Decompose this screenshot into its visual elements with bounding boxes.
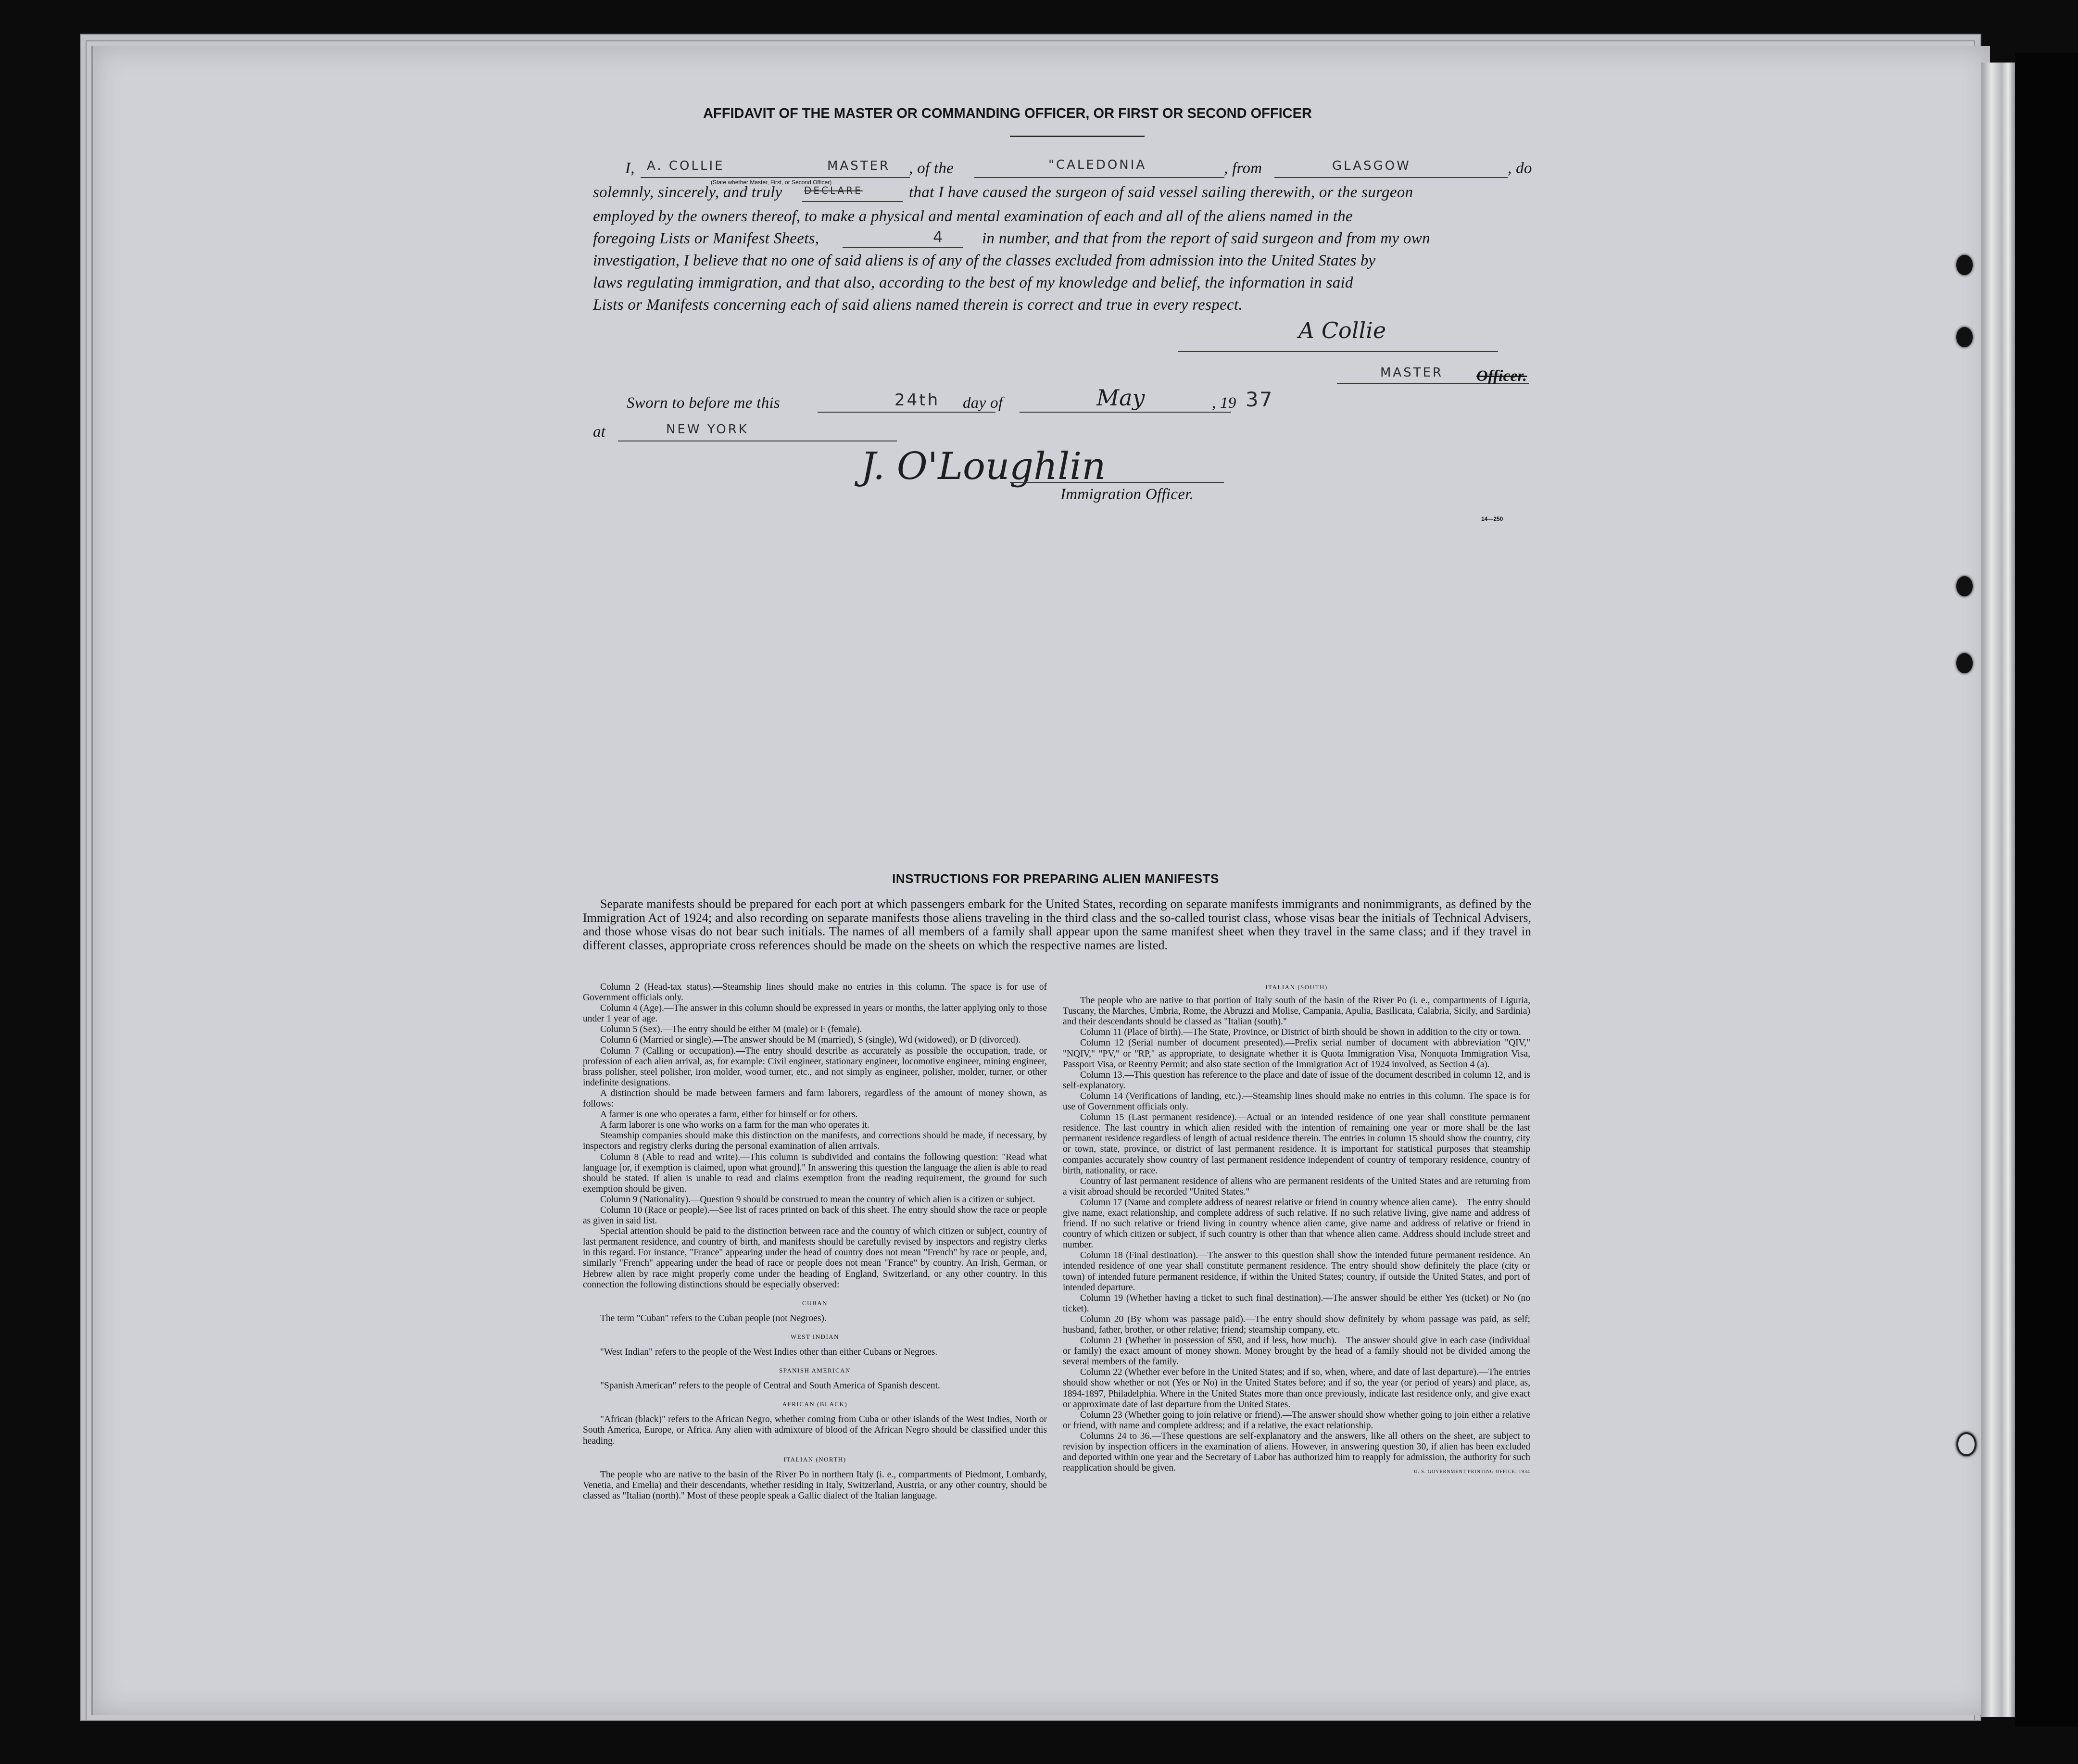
instruction-paragraph: Column 21 (Whether in possession of $50, and if less, how much).—The answer should give in each case (individual or family) the exact amount of money shown. Money brought by the head of a family should not be divided among the several members of the family.: [1063, 1336, 1530, 1367]
binder-hole: [1956, 255, 1973, 275]
instruction-paragraph: Steamship companies should make this distinction on the manifests, and corrections should be made, if necessary, by inspectors and registry clerks during the personal examination of alien arrivals.: [583, 1131, 1047, 1152]
sheets-count: 4: [933, 228, 945, 246]
affidavit-line: in number, and that from the report of said surgeon and from my own: [982, 230, 1430, 247]
section-heading: SPANISH AMERICAN: [779, 1367, 851, 1374]
instruction-paragraph: Column 12 (Serial number of document presented).—Prefix serial number of document with abbreviation "QIV," "NQIV," "PV," or "RP," as appropriate, to designate whether it is Quota Immigration Visa, Nonquota Immigration Visa, Passport Visa, or Reentry Permit; and also state section of the Immigration Act of 1924 involved, as Section 4 (a).: [1063, 1038, 1530, 1070]
officer-title: Immigration Officer.: [1060, 486, 1194, 503]
year-prefix: , 19: [1212, 394, 1236, 412]
officer-signature-line: [1010, 466, 1224, 483]
binder-hole: [1956, 576, 1973, 596]
instruction-paragraph: A distinction should be made between farmers and farm laborers, regardless of the amount of money shown, as follows:: [583, 1088, 1047, 1109]
instruction-paragraph: Column 5 (Sex).—The entry should be either M (male) or F (female).: [600, 1024, 862, 1035]
instruction-paragraph: Column 17 (Name and complete address of nearest relative or friend in country whence alien came).—The entry should give name, exact relationship, and complete address of such relative. If no such relative living, give name and address of friend. If no such relative or friend living in country whence alien came, give name and address of relative or friend in country of which citizen or subject, if such country is other than that whence alien came. Address should include street and number.: [1063, 1197, 1530, 1250]
instructions-left-column: [583, 982, 1047, 1501]
instruction-paragraph: Column 6 (Married or single).—The answer should be M (married), S (single), Wd (widowed), or D (divorced).: [600, 1035, 1021, 1046]
signature-rank: MASTER: [1380, 365, 1444, 380]
instruction-paragraph: Column 22 (Whether ever before in the United States; and if so, when, where, and date of last departure).—The entries should show whether or not (Yes or No) in the United States before; and if so, the year (or period of years) and place, as, 1894-1897, Philadelphia. Where in the United States more than once previously, indicate last residence only, and give exact or approximate date of last departure from the United States.: [1063, 1367, 1530, 1410]
affidavit-line: foregoing Lists or Manifest Sheets,: [593, 230, 819, 247]
title-rule: [1010, 136, 1145, 137]
officer-struck: Officer.: [1476, 367, 1527, 385]
instruction-paragraph: Column 20 (By whom was passage paid).—The entry should show definitely by whom passage was paid, as self; husband, father, brother, or other relative; friend; steamship company, etc.: [1063, 1314, 1530, 1335]
instruction-paragraph: Column 2 (Head-tax status).—Steamship lines should make no entries in this column. The space is for use of Government officials only.: [583, 982, 1047, 1003]
officer-signature: J. O'Loughlin: [861, 445, 1106, 488]
affidavit-line: laws regulating immigration, and that also, according to the best of my knowledge and belief, the information in said: [593, 274, 1353, 291]
section-heading: ITALIAN (NORTH): [783, 1455, 846, 1463]
sheets-field: [843, 234, 963, 248]
instruction-paragraph: A farm laborer is one who works on a farm for the man who operates it.: [600, 1120, 869, 1131]
instruction-paragraph: Column 8 (Able to read and write).—This column is subdivided and contains the following question: "Read what language [or, if exemption is claimed, upon what ground]." In answering this question the language the alien is able to read should be stated. If alien is unable to read and claims exemption from the reading requirement, the ground for such exemption should be given.: [583, 1152, 1047, 1194]
instruction-paragraph: Column 10 (Race or people).—See list of races printed on back of this sheet. The entry should show the race or people as given in said list.: [583, 1205, 1047, 1226]
at-label: at: [593, 423, 606, 441]
day-of-label: day of: [963, 394, 1003, 412]
instruction-paragraph: "Spanish American" refers to the people of Central and South America of Spanish descent.: [600, 1381, 940, 1391]
declare-word: DECLARE: [804, 185, 863, 196]
instruction-paragraph: Column 18 (Final destination).—The answer to this question shall show the intended future permanent residence. An intended residence of one year shall constitute permanent residence. The entry should show definitely the place (city or town) of intended future permanent residence, if within the United States; country, if outside the United States, and port of intended departure.: [1063, 1250, 1530, 1293]
do-label: , do: [1508, 160, 1532, 177]
affidavit-line: solemnly, sincerely, and truly: [593, 184, 782, 201]
of-the-label: , of the: [909, 160, 954, 177]
sworn-year: 37: [1246, 388, 1273, 411]
binder-hole: [1956, 653, 1973, 673]
instruction-paragraph: Columns 24 to 36.—These questions are self-explanatory and the answers, like all others on the sheet, are subject to revision by inspection officers in the examination of aliens. However, in answering question 30, if alien has been excluded and deported within one year and the Secretary of Labor has authorized him to reapply for admission, the authority for such reapplication should be given.: [1063, 1431, 1530, 1474]
instruction-paragraph: Special attention should be paid to the distinction between race and the country of which citizen or subject, country of last permanent residence, and country of birth, and manifests should be carefully revised by inspectors and registry clerks in this regard. For instance, "France" appearing under the head of country does not mean "French" by race or people, and, similarly "French" appearing under the head of race or people does not mean "France" by country. An Irish, German, or Hebrew alien by race might properly come under the heading of England, Switzerland, or any other country. In this connection the following distinctions should be especially observed:: [583, 1226, 1047, 1290]
at-place-field: [618, 426, 897, 441]
instruction-paragraph: Country of last permanent residence of aliens who are permanent residents of the United States and are returning from a visit abroad should be recorded "United States.": [1063, 1176, 1530, 1197]
affidavit-title: AFFIDAVIT OF THE MASTER OR COMMANDING OFFICER, OR FIRST OR SECOND OFFICER: [703, 106, 1312, 121]
rank-note: (State whether Master, First, or Second Officer): [711, 179, 832, 186]
affidavit-line: employed by the owners thereof, to make a physical and mental examination of each and all of the aliens named in the: [593, 208, 1353, 225]
port-name: GLASGOW: [1332, 159, 1411, 173]
master-signature: A Collie: [1298, 317, 1386, 343]
section-heading: AFRICAN (BLACK): [782, 1400, 848, 1408]
instruction-paragraph: Column 11 (Place of birth).—The State, Province, or District of birth should be shown in addition to the city or town.: [1080, 1027, 1521, 1038]
sworn-label: Sworn to before me this: [627, 394, 781, 412]
affidavit-line: Lists or Manifests concerning each of said aliens named therein is correct and true in every respect.: [593, 296, 1243, 314]
vessel-name: "CALEDONIA: [1048, 158, 1147, 172]
instruction-paragraph: Column 4 (Age).—The answer in this column should be expressed in years or months, the latter applying only to those under 1 year of age.: [583, 1003, 1047, 1024]
instruction-paragraph: Column 9 (Nationality).—Question 9 should be construed to mean the country of which alien is a citizen or subject.: [600, 1194, 1035, 1205]
instructions-title: INSTRUCTIONS FOR PREPARING ALIEN MANIFESTS: [892, 871, 1219, 886]
page-stack-edge: [1981, 63, 2015, 1717]
master-name: A. COLLIE: [647, 159, 725, 173]
sworn-month: May: [1096, 385, 1145, 411]
at-place: NEW YORK: [666, 422, 749, 437]
section-heading: WEST INDIAN: [790, 1333, 840, 1340]
affidavit-line: investigation, I believe that no one of said aliens is of any of the classes excluded from admission into the United States by: [593, 252, 1376, 269]
instructions-right-column: [1063, 982, 1530, 1477]
instructions-intro: [583, 897, 1531, 952]
instruction-paragraph: The people who are native to that portion of Italy south of the basin of the River Po (i. e., compartments of Liguria, Tuscany, the Marches, Umbria, Rome, the Abruzzi and Molise, Campania, Apulia, Basilicata, Calabria, Sicily, and Sardinia) and their descendants should be classed as "Italian (south).": [1063, 995, 1530, 1027]
from-label: , from: [1224, 160, 1262, 177]
binding-background: [2015, 53, 2078, 1726]
master-rank: MASTER: [827, 159, 891, 173]
instruction-paragraph: The term "Cuban" refers to the Cuban people (not Negroes).: [600, 1313, 827, 1323]
affidavit-i: I,: [625, 160, 635, 177]
instruction-paragraph: "African (black)" refers to the African Negro, whether coming from Cuba or other islands of the West Indies, North or South America, Europe, or Africa. Any alien with admixture of blood of the African Negro should be classified under this heading.: [583, 1414, 1047, 1446]
instruction-paragraph: Column 23 (Whether going to join relative or friend).—The answer should show whether going to join either a relative or friend, with name and complete address; and if a relative, the exact relationship.: [1063, 1410, 1530, 1431]
instruction-paragraph: "West Indian" refers to the people of the West Indies other than either Cubans or Negroes.: [600, 1347, 938, 1357]
binder-hole: [1956, 1432, 1977, 1456]
binder-hole: [1956, 327, 1973, 347]
instruction-paragraph: A farmer is one who operates a farm, either for himself or for others.: [600, 1109, 858, 1120]
instruction-paragraph: Column 19 (Whether having a ticket to such final destination).—The answer should be either Yes (ticket) or No (no ticket).: [1063, 1293, 1530, 1314]
sworn-day: 24th: [894, 391, 940, 410]
printer-note: U. S. GOVERNMENT PRINTING OFFICE: 1934: [1414, 1469, 1530, 1475]
instruction-paragraph: Column 13.—This question has reference to the place and date of issue of the document described in column 12, and is self-explanatory.: [1063, 1070, 1530, 1091]
instruction-paragraph: Column 15 (Last permanent residence).—Actual or an intended residence of one year shall constitute permanent residence. The last country in which alien resided with the intention of remaining one year or more shall be the last permanent residence regardless of length of actual residence therein. The entries in column 15 should show the country, city or town, state, province, or district of last permanent residence. It is important for statistical purposes that steamship companies accurately show country of last permanent residence independent of country of temporary residence, country of birth, nationality, or race.: [1063, 1112, 1530, 1176]
instruction-paragraph: The people who are native to the basin of the River Po in northern Italy (i. e., compartments of Piedmont, Lombardy, Venetia, and Emelia) and their descendants, whether residing in Italy, Switzerland, Austria, or any other country, should be classed as "Italian (north)." Most of these people speak a Gallic dialect of the Italian language.: [583, 1469, 1047, 1501]
affidavit-line: that I have caused the surgeon of said vessel sailing therewith, or the surgeon: [909, 184, 1413, 201]
section-heading: CUBAN: [802, 1299, 828, 1307]
instruction-paragraph: Column 7 (Calling or occupation).—The entry should describe as accurately as possible the occupation, trade, or profession of each alien arrival, as, for example: Civil engineer, stationary engineer, locomotive engineer, mining engineer, brass polisher, steel polisher, iron molder, wood turner, etc., and not simply as engineer, polisher, molder, turner, or other indefinite designations.: [583, 1046, 1047, 1088]
form-number: 14—250: [1481, 516, 1503, 522]
intro-paragraph: Separate manifests should be prepared for each port at which passengers embark for the United States, recording on separate manifests immigrants and nonimmigrants, as defined by the Immigration Act of 1924; and also recording on separate manifests those aliens traveling in the third class and the so-called tourist class, whose visas bear the initials of Technical Advisers, and those whose visas do not bear such initials. The names of all members of a family shall appear upon the same manifest sheet when they travel in the same class; and if they travel in different classes, appropriate cross references should be made on the sheets on which the respective names are listed.: [583, 897, 1531, 952]
instruction-paragraph: Column 14 (Verifications of landing, etc.).—Steamship lines should make no entries in this column. The space is for use of Government officials only.: [1063, 1091, 1530, 1112]
section-heading: ITALIAN (SOUTH): [1265, 983, 1328, 991]
